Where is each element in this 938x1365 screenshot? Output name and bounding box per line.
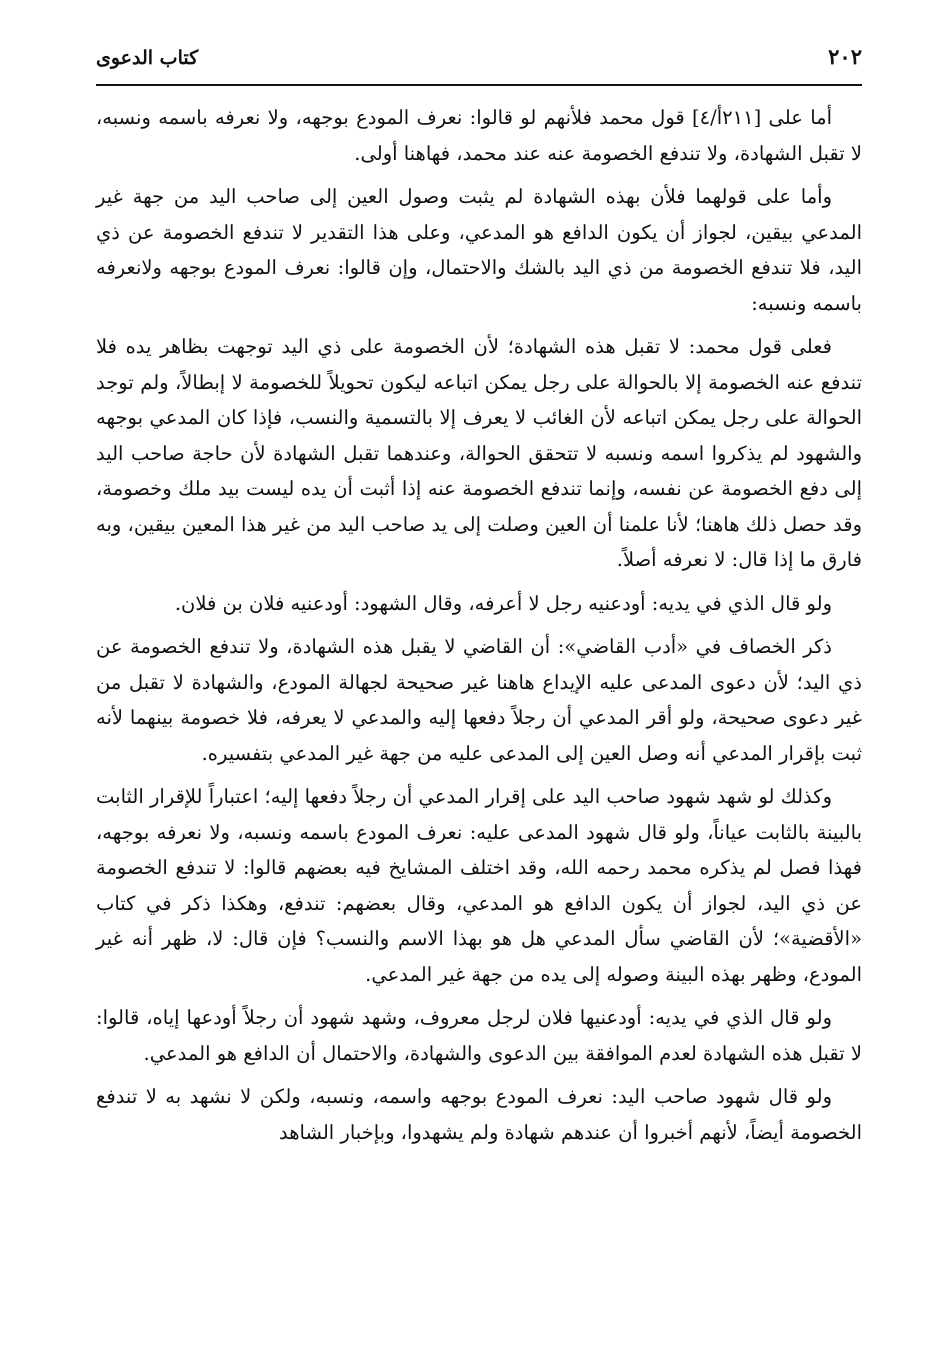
paragraph: ولو قال الذي في يديه: أودعنيها فلان لرجل معروف، وشهد شهود أن رجلاً أودعها إياه، قالوا: لا تقبل هذه الشهادة لعدم الموافقة بين الدعوى والشهادة، والاحتمال أن الدافع هو المدعي.	[96, 1006, 862, 1065]
paragraph: ذكر الخصاف في «أدب القاضي»: أن القاضي لا يقبل هذه الشهادة، ولا تندفع الخصومة عن ذي اليد؛ لأن دعوى المدعى عليه الإيداع هاهنا غير صحيحة لجهالة المودع، والشهادة لا تقبل من غير دعوى صحيحة، ولو أقر المدعي أن رجلاً دفعها إليه والمدعي لا يعرفه، فلا خصومة بينهما لأنه ثبت بإقرار المدعي أنه وصل العين إلى المدعى عليه من جهة غير المدعي بتفسيره.	[96, 635, 862, 765]
page-number: ٢٠٢	[828, 44, 862, 69]
paragraph: أما على [٢١١أ/٤] قول محمد فلأنهم لو قالوا: نعرف المودع بوجهه، ولا نعرفه باسمه ونسبه، لا تقبل الشهادة، ولا تندفع الخصومة عنه عند محمد، فهاهنا أولى.	[96, 106, 862, 165]
running-header	[96, 44, 862, 78]
book-page	[96, 44, 862, 1357]
paragraph: وأما على قولهما فلأن بهذه الشهادة لم يثبت وصول العين إلى صاحب اليد من جهة غير المدعي بيقين، لجواز أن يكون الدافع هو المدعي، وعلى هذا التقدير لا تندفع الخصومة عن ذي اليد، فلا تندفع الخصومة من ذي اليد بالشك والاحتمال، وإن قالوا: نعرف المودع بوجهه ولانعرفه باسمه ونسبه:	[96, 185, 862, 315]
body-text	[96, 100, 862, 1150]
paragraph: ولو قال الذي في يديه: أودعنيه رجل لا أعرفه، وقال الشهود: أودعنيه فلان بن فلان.	[174, 591, 832, 615]
paragraph: وكذلك لو شهد شهود صاحب اليد على إقرار المدعي أن رجلاً دفعها إليه؛ اعتباراً للإقرار الثابت بالبينة بالثابت عياناً، ولو قال شهود المدعى عليه: نعرف المودع باسمه ونسبه، ولا نعرفه بوجهه، فهذا فصل لم يذكره محمد رحمه الله، وقد اختلف المشايخ فيه بعضهم قالوا: لا تندفع الخصومة عن ذي اليد، لجواز أن يكون الدافع هو المدعي، وقال بعضهم: تندفع، وهكذا ذكر في كتاب «الأقضية»؛ لأن القاضي سأل المدعي هل هو بهذا الاسم والنسب؟ فإن قال: لا، ظهر أنه غير المودع، وظهر بهذه البينة وصوله إلى يده من جهة غير المدعي.	[96, 785, 862, 986]
header-divider	[96, 84, 862, 86]
paragraph: فعلى قول محمد: لا تقبل هذه الشهادة؛ لأن الخصومة على ذي اليد توجهت بظاهر يده فلا تندفع عنه الخصومة إلا بالحوالة على رجل يمكن اتباعه ليكون تحويلاً للخصومة لا إبطالاً، ولم توجد الحوالة على رجل يمكن اتباعه لأن الغائب لا يعرف إلا بالتسمية والنسب، فإذا كان المدعي بوجهه والشهود لم يذكروا اسمه ونسبه لا تتحقق الحوالة، وعندهما تقبل الشهادة لأن حاجة صاحب اليد إلى دفع الخصومة عن نفسه، وإنما تندفع الخصومة عنه إذا أثبت أن يده ليست بيد ملك وخصومة، وقد حصل ذلك هاهنا؛ لأنا علمنا أن العين وصلت إلى يد صاحب اليد من غير هذا المعين بيقين، وبه فارق ما إذا قال: لا نعرفه أصلاً.	[96, 335, 862, 571]
book-title: كتاب الدعوى	[96, 47, 199, 69]
paragraph: ولو قال شهود صاحب اليد: نعرف المودع بوجهه واسمه، ونسبه، ولكن لا نشهد به لا تندفع الخصومة أيضاً، لأنهم أخبروا أن عندهم شهادة ولم يشهدوا، وبإخبار الشاهد	[96, 1085, 862, 1144]
